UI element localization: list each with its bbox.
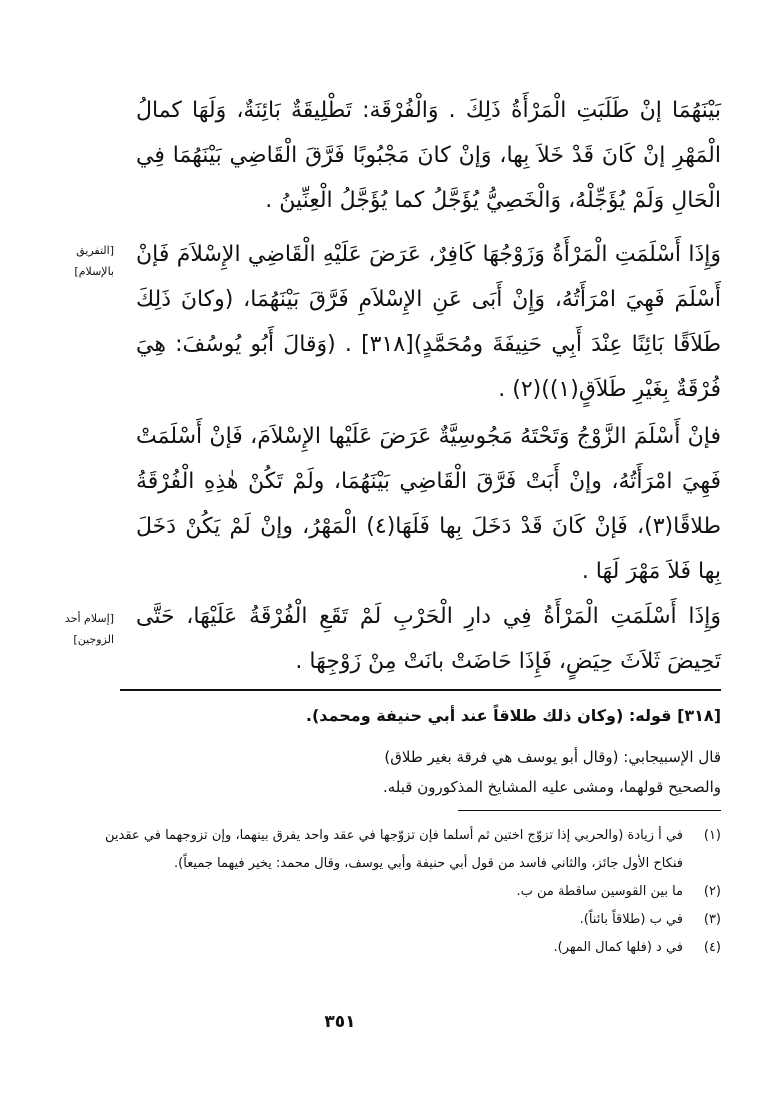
margin-note-line: بالإسلام] [74,265,114,278]
footnote-3 [105,906,721,934]
margin-note-conversion-of-spouse [18,608,114,650]
main-text-paragraph-2 [136,232,721,412]
paragraph: وَإِذَا أَسْلَمَتِ الْمَرْأَةُ وَزَوْجُهَا كَافِرٌ، عَرَضَ عَلَيْهِ الْقَاضِي الإِسْلاَمَ فَإنْ أَسْلَمَ فَهِيَ امْرَأَتُهُ، وَإِنْ أَبَى عَنِ الإِسْلاَمِ فَرَّقَ بَيْنَهُمَا، (وكانَ ذَلِكَ طَلاَقًا بَائِنًا عِنْدَ أَبِي حَنِيفَةَ ومُحَمَّدٍ)[٣١٨] . (وَقالَ أَبُو يُوسُفَ: هِيَ فُرْقَةٌ بِغَيْرِ طَلاَقٍ(١))(٢) . [136,242,721,402]
main-text-paragraph-4 [136,594,721,684]
footnote-2 [105,878,721,906]
margin-note-line: الزوجين] [73,633,114,646]
margin-note-line: [إسلام أحد [64,612,114,625]
footnote-number: (٢) [703,884,721,899]
footnote-text: في ب (طلاقاً بائناً). [579,912,683,927]
footnote-text: في أ زيادة (والحربي إذا تزوّج اختين ثم أسلما فإن تزوّجها في عقد واحد يفرق بينهما، وإن تزوجهما في عقدين فنكاح الأول جائز، والثاني فاسد من قول أبي حنيفة وأبي يوسف، وقال محمد: يخير فيهما جميعاً). [105,828,683,871]
commentary-line: والصحيح قولهما، ومشى عليه المشايخ المذكورون قبله. [383,778,721,796]
paragraph: فإنْ أَسْلَمَ الزَّوْجُ وَتَحْتَهُ مَجُوسِيَّةٌ عَرَضَ عَلَيْها الإِسْلاَمَ، فَإنْ أَسْلَمَتْ فَهِيَ امْرَأَتُهُ، وإنْ أَبَتْ فَرَّقَ الْقَاضِي بَيْنَهُمَا، ولَمْ تَكُنْ هٰذِهِ الْفُرْقَةُ طلاقًا(٣)، فَإنْ كَانَ قَدْ دَخَلَ بِها فَلَهَا(٤) الْمَهْرُ، وإنْ لَمْ يَكُنْ دَخَلَ بِها فَلاَ مَهْرَ لَهَا . [136,424,721,584]
commentary-line: قال الإسبيجابي: (وقال أبو يوسف هي فرقة بغير طلاق) [384,748,721,766]
footnote-separator [458,810,721,811]
commentary-heading: [٣١٨] قوله: (وكان ذلك طلاقاً عند أبي حنيفة ومحمد). [305,706,721,725]
footnote-number: (٤) [703,940,721,955]
main-text-paragraph-1 [136,88,721,223]
margin-note-line: [التفريق [76,244,114,257]
footnote-text: ما بين القوسين ساقطة من ب. [516,884,683,899]
divider-line [120,689,721,691]
paragraph: بَيْنَهُمَا إنْ طَلَبَتِ الْمَرْأَةُ ذَلِكَ . وَالْفُرْقَة: تَطْلِيقَةٌ بَائِنَةٌ، وَلَهَا كمالُ الْمَهْرِ إنْ كَانَ قَدْ خَلاَ بِها، وَإنْ كانَ مَجْبُوبًا فَرَّقَ الْقَاضِي بَيْنَهُمَا فِي الْحَالِ وَلَمْ يُؤَجِّلْهُ، وَالْخَصِيُّ يُؤَجَّلُ كما يُؤَجَّلُ الْعِنِّينُ . [136,98,721,213]
commentary-body [383,742,721,802]
footnote-number: (٣) [703,912,721,927]
page-number: ٣٥١ [324,1012,356,1032]
footnote-4 [105,934,721,962]
paragraph: وَإِذَا أَسْلَمَتِ الْمَرْأَةُ فِي دارِ الْحَرْبِ لَمْ تَقَعِ الْفُرْقَةُ عَلَيْهَا، حَتَّى تَحِيضَ ثَلاَثَ حِيَضٍ، فَإِذَا حَاضَتْ بانَتْ مِنْ زَوْجِهَا . [136,604,721,674]
footnotes [105,822,721,962]
footnote-text: في د (فلها كمال المهر). [553,940,683,955]
footnote-1 [105,822,721,878]
main-text-paragraph-3 [136,414,721,594]
margin-note-separation-by-islam [18,240,114,282]
footnote-number: (١) [703,828,721,843]
